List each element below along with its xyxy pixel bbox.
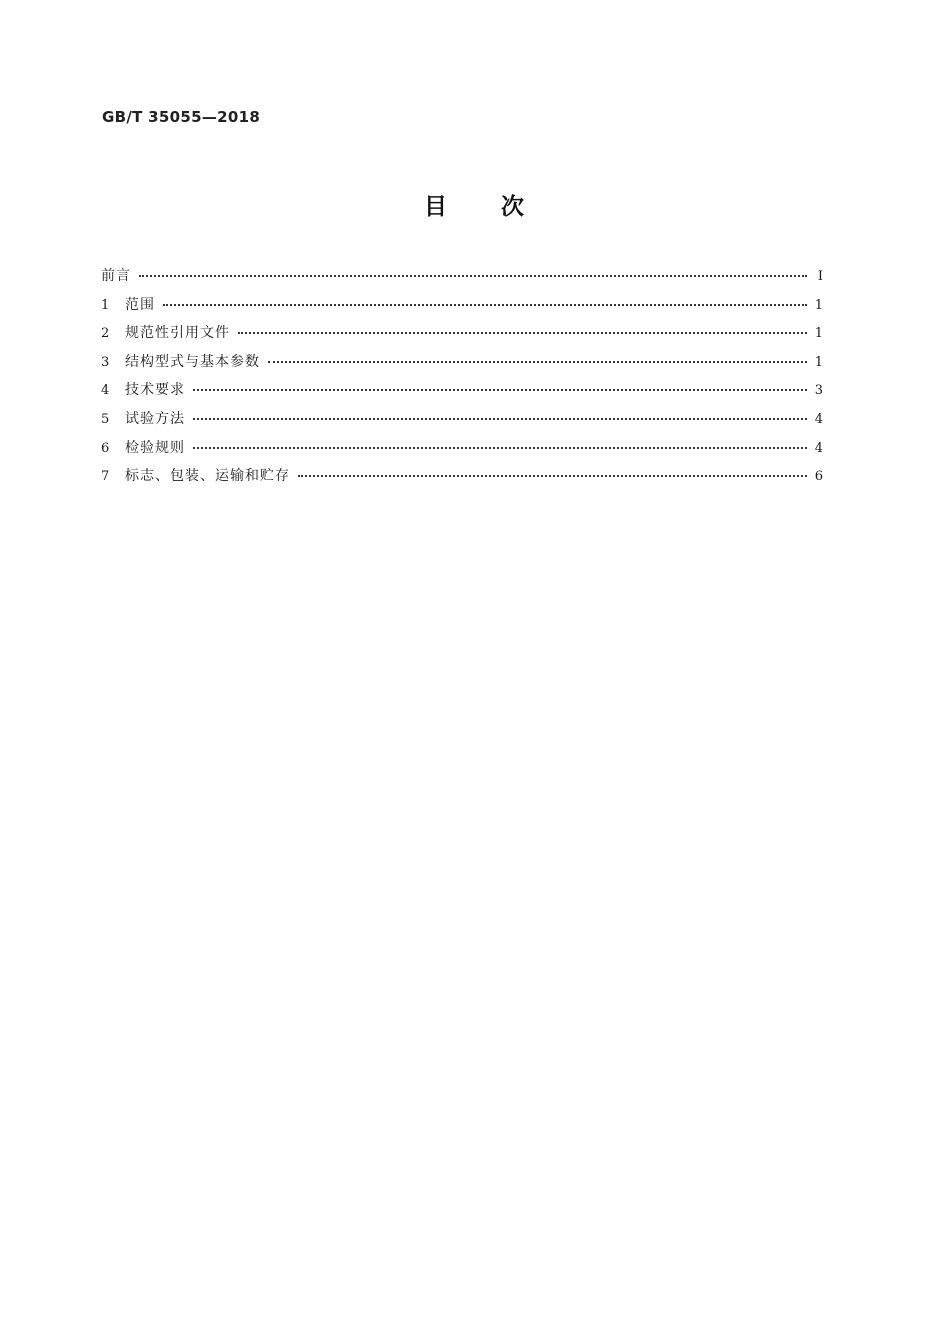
toc-entry-page: Ⅰ xyxy=(817,269,823,284)
toc-entry-foreword[interactable] xyxy=(101,262,823,291)
toc-list xyxy=(101,262,823,491)
toc-dot-leader xyxy=(193,418,807,420)
toc-entry-test-methods[interactable] xyxy=(101,405,823,434)
toc-entry-page: 6 xyxy=(814,469,823,485)
toc-entry-page: 4 xyxy=(814,440,823,456)
toc-entry-technical-requirements[interactable] xyxy=(101,376,823,405)
toc-dot-leader xyxy=(238,332,807,334)
toc-entry-number: 5 xyxy=(101,411,110,427)
toc-dot-leader xyxy=(139,275,807,277)
toc-entry-number: 4 xyxy=(101,383,110,399)
toc-entry-marking-packaging[interactable] xyxy=(101,462,823,491)
toc-dot-leader xyxy=(193,447,807,449)
toc-entry-label: 检验规则 xyxy=(125,439,185,456)
toc-dot-leader xyxy=(298,475,807,477)
toc-entry-structure-parameters[interactable] xyxy=(101,348,823,377)
toc-dot-leader xyxy=(193,389,807,391)
toc-entry-page: 4 xyxy=(814,411,823,427)
toc-entry-number: 3 xyxy=(101,354,110,370)
toc-entry-label: 范围 xyxy=(125,296,155,313)
toc-dot-leader xyxy=(163,304,807,306)
toc-entry-label: 技术要求 xyxy=(125,382,185,399)
toc-entry-number: 1 xyxy=(101,297,110,313)
toc-entry-page: 1 xyxy=(814,297,823,313)
toc-entry-number: 7 xyxy=(101,469,110,485)
toc-entry-label: 结构型式与基本参数 xyxy=(125,353,260,370)
toc-title-part2: 次 xyxy=(501,194,526,220)
toc-title-part1: 目 xyxy=(424,194,449,220)
toc-entry-page: 1 xyxy=(814,354,823,370)
toc-entry-inspection-rules[interactable] xyxy=(101,434,823,463)
toc-entry-scope[interactable] xyxy=(101,291,823,320)
toc-entry-number: 6 xyxy=(101,440,110,456)
toc-entry-label: 规范性引用文件 xyxy=(125,325,230,342)
toc-entry-label: 标志、包装、运输和贮存 xyxy=(125,468,290,485)
toc-entry-page: 3 xyxy=(814,383,823,399)
toc-entry-page: 1 xyxy=(814,326,823,342)
toc-entry-normative-references[interactable] xyxy=(101,319,823,348)
toc-entry-label: 前言 xyxy=(101,268,131,284)
toc-dot-leader xyxy=(268,361,807,363)
toc-entry-number: 2 xyxy=(101,326,110,342)
toc-title xyxy=(0,188,950,221)
standard-code: GB/T 35055—2018 xyxy=(102,108,261,126)
toc-entry-label: 试验方法 xyxy=(125,410,185,427)
